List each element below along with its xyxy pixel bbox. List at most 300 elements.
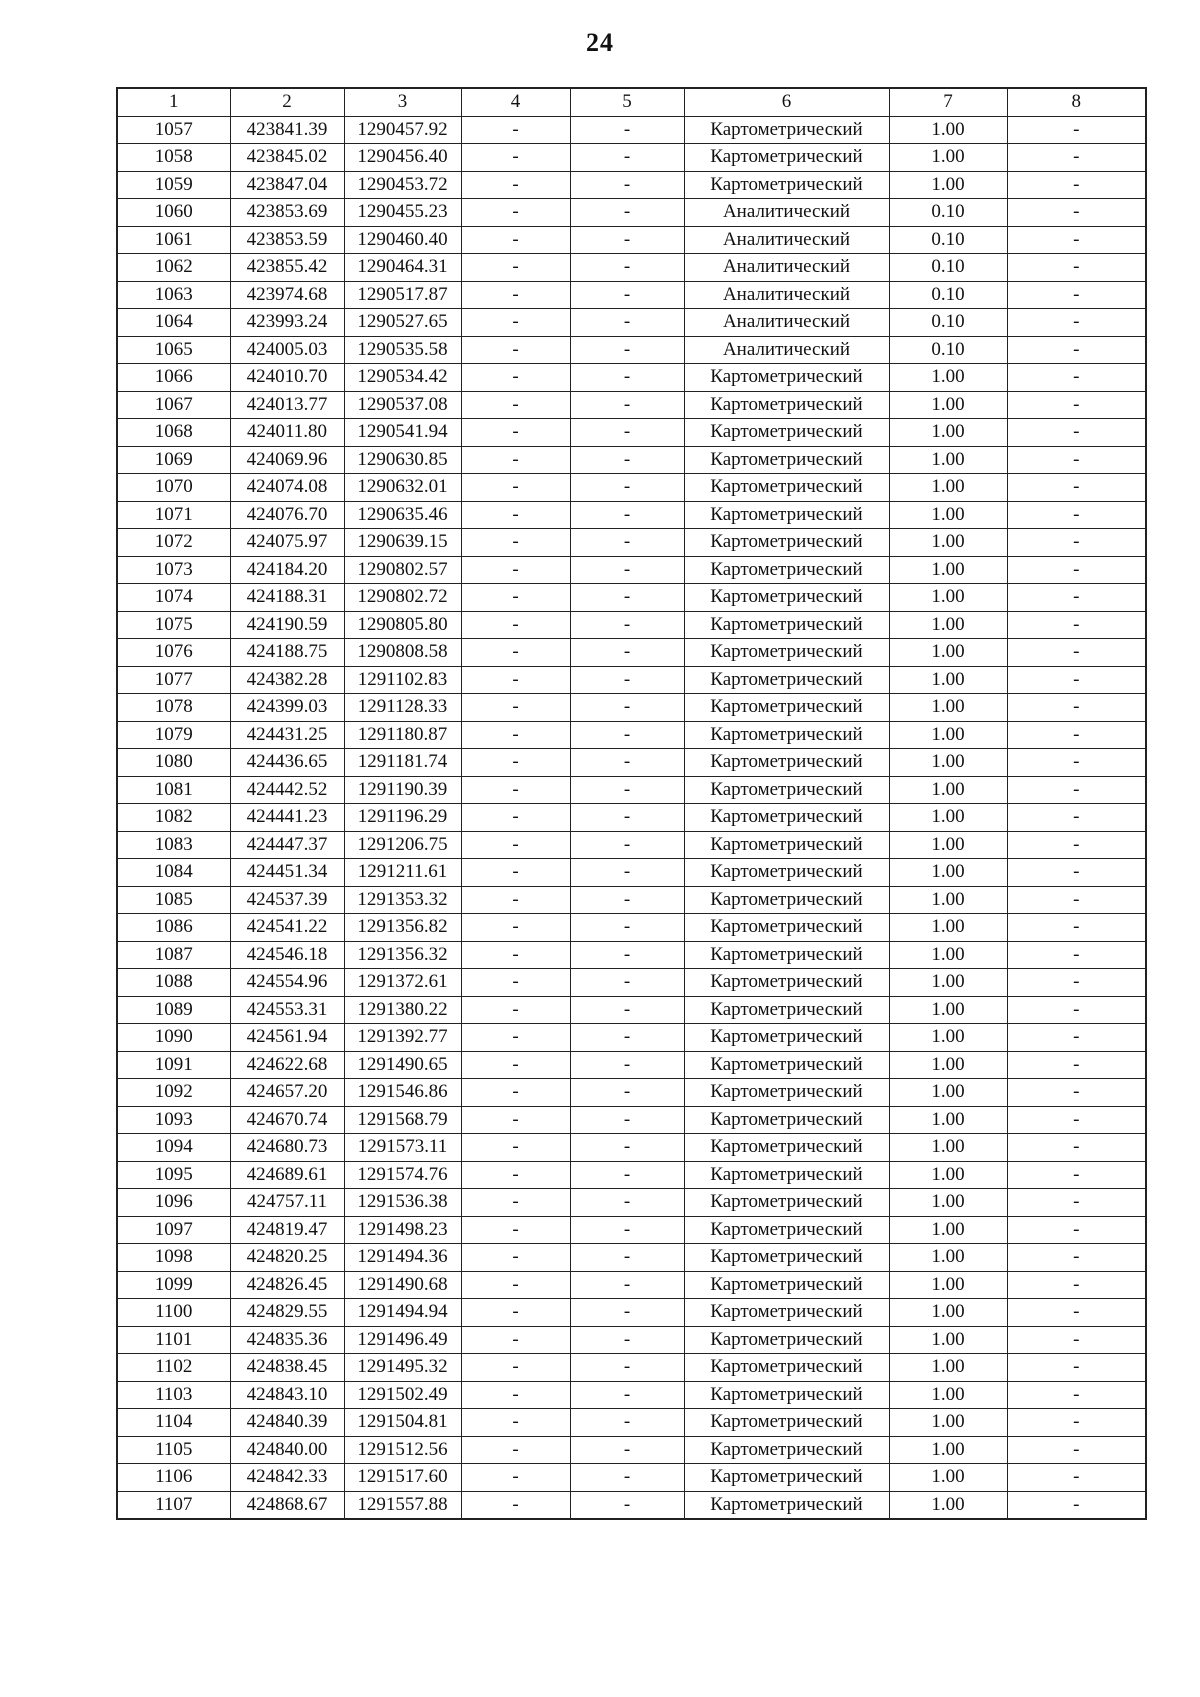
y-coordinate-cell: 1291128.33 (344, 694, 461, 722)
x-coordinate-cell: 424188.31 (230, 584, 344, 612)
point-number-cell: 1093 (117, 1106, 230, 1134)
column-5-cell: - (570, 776, 684, 804)
column-5-cell: - (570, 419, 684, 447)
column-4-cell: - (461, 639, 570, 667)
column-4-cell: - (461, 721, 570, 749)
method-cell: Картометрический (684, 1464, 889, 1492)
point-number-cell: 1063 (117, 281, 230, 309)
method-cell: Картометрический (684, 859, 889, 887)
table-row (117, 529, 1146, 557)
accuracy-cell: 1.00 (889, 859, 1007, 887)
y-coordinate-cell: 1290541.94 (344, 419, 461, 447)
method-cell: Картометрический (684, 639, 889, 667)
column-4-cell: - (461, 666, 570, 694)
table-row (117, 336, 1146, 364)
column-4-cell: - (461, 199, 570, 227)
x-coordinate-cell: 423847.04 (230, 171, 344, 199)
column-4-cell: - (461, 391, 570, 419)
column-5-cell: - (570, 886, 684, 914)
table-row (117, 1024, 1146, 1052)
accuracy-cell: 1.00 (889, 1106, 1007, 1134)
accuracy-cell: 1.00 (889, 639, 1007, 667)
y-coordinate-cell: 1291353.32 (344, 886, 461, 914)
column-5-cell: - (570, 1299, 684, 1327)
method-cell: Аналитический (684, 281, 889, 309)
column-5-cell: - (570, 556, 684, 584)
x-coordinate-cell: 423853.59 (230, 226, 344, 254)
column-header: 1 (117, 88, 230, 116)
accuracy-cell: 1.00 (889, 1134, 1007, 1162)
point-number-cell: 1057 (117, 116, 230, 144)
column-4-cell: - (461, 116, 570, 144)
column-5-cell: - (570, 226, 684, 254)
point-number-cell: 1080 (117, 749, 230, 777)
accuracy-cell: 1.00 (889, 1244, 1007, 1272)
table-row (117, 859, 1146, 887)
column-4-cell: - (461, 1079, 570, 1107)
table-row (117, 1244, 1146, 1272)
table-row (117, 446, 1146, 474)
accuracy-cell: 1.00 (889, 721, 1007, 749)
x-coordinate-cell: 424451.34 (230, 859, 344, 887)
point-number-cell: 1083 (117, 831, 230, 859)
column-4-cell: - (461, 1326, 570, 1354)
method-cell: Картометрический (684, 804, 889, 832)
x-coordinate-cell: 424541.22 (230, 914, 344, 942)
table-row (117, 584, 1146, 612)
column-8-cell: - (1007, 914, 1146, 942)
y-coordinate-cell: 1291211.61 (344, 859, 461, 887)
method-cell: Аналитический (684, 309, 889, 337)
accuracy-cell: 1.00 (889, 391, 1007, 419)
column-8-cell: - (1007, 1409, 1146, 1437)
column-8-cell: - (1007, 996, 1146, 1024)
x-coordinate-cell: 424399.03 (230, 694, 344, 722)
x-coordinate-cell: 424622.68 (230, 1051, 344, 1079)
method-cell: Картометрический (684, 1354, 889, 1382)
y-coordinate-cell: 1291495.32 (344, 1354, 461, 1382)
accuracy-cell: 0.10 (889, 199, 1007, 227)
method-cell: Картометрический (684, 501, 889, 529)
table-row (117, 501, 1146, 529)
x-coordinate-cell: 424188.75 (230, 639, 344, 667)
point-number-cell: 1089 (117, 996, 230, 1024)
accuracy-cell: 1.00 (889, 1079, 1007, 1107)
accuracy-cell: 0.10 (889, 309, 1007, 337)
x-coordinate-cell: 424553.31 (230, 996, 344, 1024)
column-5-cell: - (570, 749, 684, 777)
column-5-cell: - (570, 1491, 684, 1519)
table-row (117, 364, 1146, 392)
table-row (117, 309, 1146, 337)
column-5-cell: - (570, 584, 684, 612)
method-cell: Картометрический (684, 969, 889, 997)
column-8-cell: - (1007, 804, 1146, 832)
point-number-cell: 1090 (117, 1024, 230, 1052)
table-row (117, 721, 1146, 749)
x-coordinate-cell: 424442.52 (230, 776, 344, 804)
column-4-cell: - (461, 1436, 570, 1464)
table-row (117, 419, 1146, 447)
table-row (117, 1161, 1146, 1189)
point-number-cell: 1072 (117, 529, 230, 557)
point-number-cell: 1073 (117, 556, 230, 584)
table-row (117, 391, 1146, 419)
method-cell: Аналитический (684, 226, 889, 254)
accuracy-cell: 1.00 (889, 1299, 1007, 1327)
method-cell: Картометрический (684, 749, 889, 777)
column-5-cell: - (570, 336, 684, 364)
point-number-cell: 1099 (117, 1271, 230, 1299)
accuracy-cell: 1.00 (889, 419, 1007, 447)
point-number-cell: 1092 (117, 1079, 230, 1107)
column-4-cell: - (461, 941, 570, 969)
point-number-cell: 1061 (117, 226, 230, 254)
accuracy-cell: 1.00 (889, 529, 1007, 557)
y-coordinate-cell: 1290639.15 (344, 529, 461, 557)
column-header: 7 (889, 88, 1007, 116)
accuracy-cell: 1.00 (889, 804, 1007, 832)
y-coordinate-cell: 1291490.65 (344, 1051, 461, 1079)
table-row (117, 556, 1146, 584)
column-4-cell: - (461, 611, 570, 639)
table-row (117, 666, 1146, 694)
column-5-cell: - (570, 501, 684, 529)
column-5-cell: - (570, 1161, 684, 1189)
column-8-cell: - (1007, 226, 1146, 254)
y-coordinate-cell: 1290534.42 (344, 364, 461, 392)
table-row (117, 941, 1146, 969)
y-coordinate-cell: 1290805.80 (344, 611, 461, 639)
x-coordinate-cell: 423993.24 (230, 309, 344, 337)
table-row (117, 116, 1146, 144)
column-8-cell: - (1007, 639, 1146, 667)
method-cell: Картометрический (684, 996, 889, 1024)
point-number-cell: 1079 (117, 721, 230, 749)
x-coordinate-cell: 424826.45 (230, 1271, 344, 1299)
column-4-cell: - (461, 1354, 570, 1382)
x-coordinate-cell: 424757.11 (230, 1189, 344, 1217)
column-header: 4 (461, 88, 570, 116)
column-5-cell: - (570, 914, 684, 942)
y-coordinate-cell: 1291494.94 (344, 1299, 461, 1327)
column-5-cell: - (570, 1381, 684, 1409)
column-header: 3 (344, 88, 461, 116)
table-row (117, 831, 1146, 859)
accuracy-cell: 0.10 (889, 226, 1007, 254)
column-8-cell: - (1007, 1161, 1146, 1189)
point-number-cell: 1091 (117, 1051, 230, 1079)
column-4-cell: - (461, 364, 570, 392)
column-8-cell: - (1007, 611, 1146, 639)
coordinates-table (116, 87, 1147, 1520)
column-5-cell: - (570, 1051, 684, 1079)
x-coordinate-cell: 424546.18 (230, 941, 344, 969)
method-cell: Картометрический (684, 446, 889, 474)
column-header: 2 (230, 88, 344, 116)
accuracy-cell: 1.00 (889, 749, 1007, 777)
x-coordinate-cell: 423974.68 (230, 281, 344, 309)
column-8-cell: - (1007, 556, 1146, 584)
column-5-cell: - (570, 1436, 684, 1464)
accuracy-cell: 1.00 (889, 666, 1007, 694)
point-number-cell: 1105 (117, 1436, 230, 1464)
table-row (117, 1436, 1146, 1464)
column-4-cell: - (461, 529, 570, 557)
x-coordinate-cell: 423845.02 (230, 144, 344, 172)
column-5-cell: - (570, 996, 684, 1024)
x-coordinate-cell: 424820.25 (230, 1244, 344, 1272)
table-row (117, 1381, 1146, 1409)
x-coordinate-cell: 424011.80 (230, 419, 344, 447)
column-4-cell: - (461, 226, 570, 254)
column-5-cell: - (570, 1024, 684, 1052)
method-cell: Картометрический (684, 1024, 889, 1052)
table-row (117, 969, 1146, 997)
column-5-cell: - (570, 1134, 684, 1162)
x-coordinate-cell: 424670.74 (230, 1106, 344, 1134)
x-coordinate-cell: 423853.69 (230, 199, 344, 227)
y-coordinate-cell: 1291504.81 (344, 1409, 461, 1437)
accuracy-cell: 1.00 (889, 886, 1007, 914)
column-8-cell: - (1007, 666, 1146, 694)
point-number-cell: 1071 (117, 501, 230, 529)
x-coordinate-cell: 424441.23 (230, 804, 344, 832)
y-coordinate-cell: 1290456.40 (344, 144, 461, 172)
column-8-cell: - (1007, 419, 1146, 447)
y-coordinate-cell: 1291517.60 (344, 1464, 461, 1492)
accuracy-cell: 1.00 (889, 914, 1007, 942)
column-4-cell: - (461, 1409, 570, 1437)
accuracy-cell: 1.00 (889, 1216, 1007, 1244)
method-cell: Картометрический (684, 144, 889, 172)
point-number-cell: 1086 (117, 914, 230, 942)
point-number-cell: 1087 (117, 941, 230, 969)
accuracy-cell: 1.00 (889, 474, 1007, 502)
y-coordinate-cell: 1290537.08 (344, 391, 461, 419)
x-coordinate-cell: 424868.67 (230, 1491, 344, 1519)
column-4-cell: - (461, 996, 570, 1024)
accuracy-cell: 1.00 (889, 1409, 1007, 1437)
column-8-cell: - (1007, 336, 1146, 364)
point-number-cell: 1074 (117, 584, 230, 612)
accuracy-cell: 1.00 (889, 969, 1007, 997)
column-5-cell: - (570, 281, 684, 309)
method-cell: Аналитический (684, 199, 889, 227)
column-4-cell: - (461, 749, 570, 777)
column-8-cell: - (1007, 831, 1146, 859)
column-8-cell: - (1007, 364, 1146, 392)
column-8-cell: - (1007, 1024, 1146, 1052)
y-coordinate-cell: 1291546.86 (344, 1079, 461, 1107)
y-coordinate-cell: 1290802.72 (344, 584, 461, 612)
accuracy-cell: 1.00 (889, 1491, 1007, 1519)
method-cell: Картометрический (684, 721, 889, 749)
y-coordinate-cell: 1290455.23 (344, 199, 461, 227)
column-4-cell: - (461, 144, 570, 172)
column-4-cell: - (461, 969, 570, 997)
column-4-cell: - (461, 1216, 570, 1244)
point-number-cell: 1068 (117, 419, 230, 447)
point-number-cell: 1095 (117, 1161, 230, 1189)
point-number-cell: 1081 (117, 776, 230, 804)
column-4-cell: - (461, 859, 570, 887)
column-8-cell: - (1007, 1244, 1146, 1272)
y-coordinate-cell: 1290527.65 (344, 309, 461, 337)
x-coordinate-cell: 424076.70 (230, 501, 344, 529)
method-cell: Картометрический (684, 914, 889, 942)
column-8-cell: - (1007, 171, 1146, 199)
column-8-cell: - (1007, 1106, 1146, 1134)
column-5-cell: - (570, 1354, 684, 1382)
y-coordinate-cell: 1291502.49 (344, 1381, 461, 1409)
column-5-cell: - (570, 529, 684, 557)
column-8-cell: - (1007, 144, 1146, 172)
column-4-cell: - (461, 336, 570, 364)
accuracy-cell: 1.00 (889, 776, 1007, 804)
column-5-cell: - (570, 1189, 684, 1217)
point-number-cell: 1107 (117, 1491, 230, 1519)
column-8-cell: - (1007, 1354, 1146, 1382)
column-4-cell: - (461, 1491, 570, 1519)
y-coordinate-cell: 1291380.22 (344, 996, 461, 1024)
method-cell: Картометрический (684, 1271, 889, 1299)
y-coordinate-cell: 1291181.74 (344, 749, 461, 777)
y-coordinate-cell: 1291512.56 (344, 1436, 461, 1464)
method-cell: Картометрический (684, 1326, 889, 1354)
y-coordinate-cell: 1291190.39 (344, 776, 461, 804)
x-coordinate-cell: 424829.55 (230, 1299, 344, 1327)
column-4-cell: - (461, 171, 570, 199)
x-coordinate-cell: 424431.25 (230, 721, 344, 749)
y-coordinate-cell: 1291498.23 (344, 1216, 461, 1244)
x-coordinate-cell: 424075.97 (230, 529, 344, 557)
method-cell: Картометрический (684, 611, 889, 639)
column-4-cell: - (461, 281, 570, 309)
point-number-cell: 1096 (117, 1189, 230, 1217)
column-4-cell: - (461, 1106, 570, 1134)
table-row (117, 1134, 1146, 1162)
y-coordinate-cell: 1291196.29 (344, 804, 461, 832)
column-8-cell: - (1007, 391, 1146, 419)
column-8-cell: - (1007, 1326, 1146, 1354)
table-row (117, 639, 1146, 667)
y-coordinate-cell: 1290453.72 (344, 171, 461, 199)
method-cell: Картометрический (684, 941, 889, 969)
column-4-cell: - (461, 886, 570, 914)
column-8-cell: - (1007, 749, 1146, 777)
column-4-cell: - (461, 556, 570, 584)
column-4-cell: - (461, 1244, 570, 1272)
table-row (117, 804, 1146, 832)
column-4-cell: - (461, 446, 570, 474)
accuracy-cell: 1.00 (889, 171, 1007, 199)
accuracy-cell: 1.00 (889, 1161, 1007, 1189)
x-coordinate-cell: 424561.94 (230, 1024, 344, 1052)
point-number-cell: 1106 (117, 1464, 230, 1492)
table-row (117, 1051, 1146, 1079)
table-row (117, 996, 1146, 1024)
method-cell: Картометрический (684, 1436, 889, 1464)
column-5-cell: - (570, 254, 684, 282)
method-cell: Картометрический (684, 391, 889, 419)
point-number-cell: 1104 (117, 1409, 230, 1437)
table-row (117, 694, 1146, 722)
accuracy-cell: 1.00 (889, 611, 1007, 639)
column-5-cell: - (570, 309, 684, 337)
method-cell: Картометрический (684, 1244, 889, 1272)
y-coordinate-cell: 1291356.32 (344, 941, 461, 969)
point-number-cell: 1097 (117, 1216, 230, 1244)
y-coordinate-cell: 1290535.58 (344, 336, 461, 364)
accuracy-cell: 1.00 (889, 694, 1007, 722)
x-coordinate-cell: 424840.00 (230, 1436, 344, 1464)
column-5-cell: - (570, 171, 684, 199)
column-5-cell: - (570, 144, 684, 172)
accuracy-cell: 1.00 (889, 1051, 1007, 1079)
y-coordinate-cell: 1291568.79 (344, 1106, 461, 1134)
column-8-cell: - (1007, 116, 1146, 144)
y-coordinate-cell: 1291574.76 (344, 1161, 461, 1189)
table-row (117, 1216, 1146, 1244)
column-8-cell: - (1007, 721, 1146, 749)
column-4-cell: - (461, 694, 570, 722)
point-number-cell: 1060 (117, 199, 230, 227)
y-coordinate-cell: 1291573.11 (344, 1134, 461, 1162)
method-cell: Картометрический (684, 556, 889, 584)
method-cell: Картометрический (684, 171, 889, 199)
point-number-cell: 1069 (117, 446, 230, 474)
method-cell: Картометрический (684, 1216, 889, 1244)
x-coordinate-cell: 424436.65 (230, 749, 344, 777)
accuracy-cell: 1.00 (889, 1326, 1007, 1354)
table-row (117, 749, 1146, 777)
y-coordinate-cell: 1291392.77 (344, 1024, 461, 1052)
table-row (117, 281, 1146, 309)
column-4-cell: - (461, 1051, 570, 1079)
point-number-cell: 1062 (117, 254, 230, 282)
point-number-cell: 1078 (117, 694, 230, 722)
table-header-row (117, 88, 1146, 116)
x-coordinate-cell: 424382.28 (230, 666, 344, 694)
x-coordinate-cell: 424838.45 (230, 1354, 344, 1382)
accuracy-cell: 1.00 (889, 1354, 1007, 1382)
column-4-cell: - (461, 1024, 570, 1052)
column-4-cell: - (461, 914, 570, 942)
column-8-cell: - (1007, 1491, 1146, 1519)
column-4-cell: - (461, 831, 570, 859)
column-5-cell: - (570, 639, 684, 667)
column-5-cell: - (570, 1271, 684, 1299)
column-8-cell: - (1007, 969, 1146, 997)
x-coordinate-cell: 424689.61 (230, 1161, 344, 1189)
method-cell: Картометрический (684, 1381, 889, 1409)
point-number-cell: 1066 (117, 364, 230, 392)
column-4-cell: - (461, 1299, 570, 1327)
table-row (117, 199, 1146, 227)
column-5-cell: - (570, 859, 684, 887)
x-coordinate-cell: 424074.08 (230, 474, 344, 502)
y-coordinate-cell: 1291494.36 (344, 1244, 461, 1272)
accuracy-cell: 1.00 (889, 116, 1007, 144)
table-row (117, 474, 1146, 502)
point-number-cell: 1085 (117, 886, 230, 914)
column-8-cell: - (1007, 1051, 1146, 1079)
method-cell: Аналитический (684, 254, 889, 282)
column-8-cell: - (1007, 529, 1146, 557)
y-coordinate-cell: 1290808.58 (344, 639, 461, 667)
column-5-cell: - (570, 969, 684, 997)
